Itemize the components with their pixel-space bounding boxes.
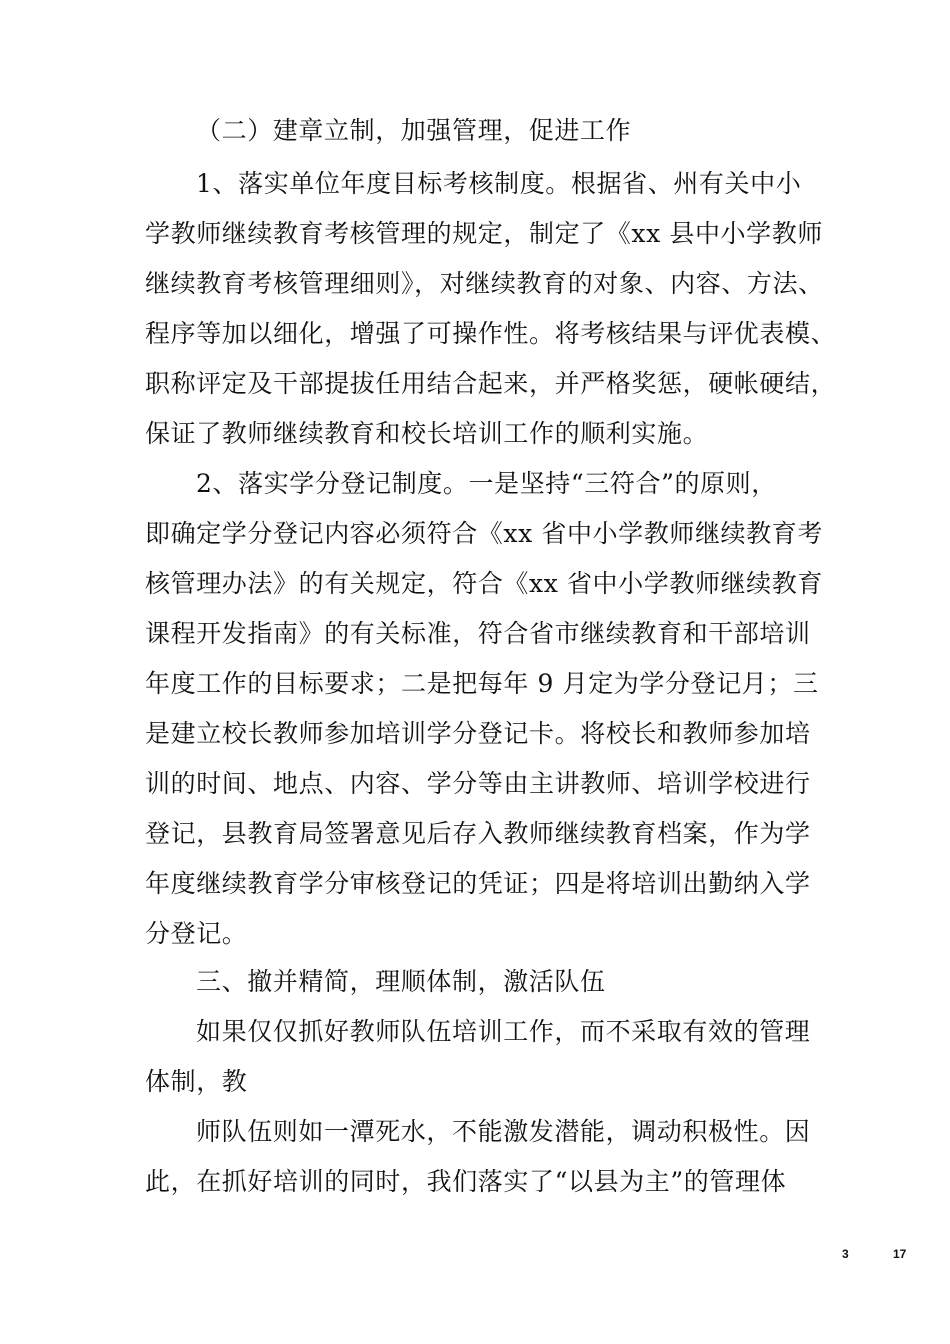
paragraph-line: 师队伍则如一潭死水，不能激发潜能，调动积极性。因	[196, 1117, 811, 1146]
paragraph-line: 保证了教师继续教育和校长培训工作的顺利实施。	[145, 419, 709, 448]
paragraph-line: 1、落实单位年度目标考核制度。根据省、州有关中小	[196, 169, 802, 198]
paragraph-line: 程序等加以细化，增强了可操作性。将考核结果与评优表模、	[145, 319, 837, 348]
paragraph-line: 课程开发指南》的有关标准，符合省市继续教育和干部培训	[145, 619, 811, 648]
section-heading: （二）建章立制，加强管理，促进工作	[196, 116, 632, 145]
page-number-total: 17	[893, 1247, 907, 1261]
paragraph-line: 2、落实学分登记制度。一是坚持“三符合”的原则，	[196, 469, 777, 498]
paragraph-line: 即确定学分登记内容必须符合《xx 省中小学教师继续教育考	[145, 519, 823, 548]
section-heading: 三、撤并精简，理顺体制，激活队伍	[196, 967, 606, 996]
paragraph-line: 年度继续教育学分审核登记的凭证；四是将培训出勤纳入学	[145, 869, 811, 898]
paragraph-line: 登记，县教育局签署意见后存入教师继续教育档案，作为学	[145, 819, 811, 848]
paragraph-line: 如果仅仅抓好教师队伍培训工作，而不采取有效的管理	[196, 1017, 811, 1046]
paragraph-line: 核管理办法》的有关规定，符合《xx 省中小学教师继续教育	[145, 569, 823, 598]
paragraph-line: 继续教育考核管理细则》，对继续教育的对象、内容、方法、	[145, 269, 824, 298]
paragraph-line: 训的时间、地点、内容、学分等由主讲教师、培训学校进行	[145, 769, 811, 798]
paragraph-line: 是建立校长教师参加培训学分登记卡。将校长和教师参加培	[145, 719, 811, 748]
page-number-current: 3	[842, 1247, 849, 1261]
paragraph-line: 年度工作的目标要求；二是把每年 9 月定为学分登记月；三	[145, 669, 819, 698]
paragraph-line: 学教师继续教育考核管理的规定，制定了《xx 县中小学教师	[145, 219, 823, 248]
paragraph-line: 分登记。	[145, 919, 248, 948]
paragraph-line: 职称评定及干部提拔任用结合起来，并严格奖惩，硬帐硬结，	[145, 369, 837, 398]
paragraph-line: 体制，教	[145, 1067, 248, 1096]
paragraph-line: 此，在抓好培训的同时，我们落实了“以县为主”的管理体	[145, 1167, 787, 1196]
